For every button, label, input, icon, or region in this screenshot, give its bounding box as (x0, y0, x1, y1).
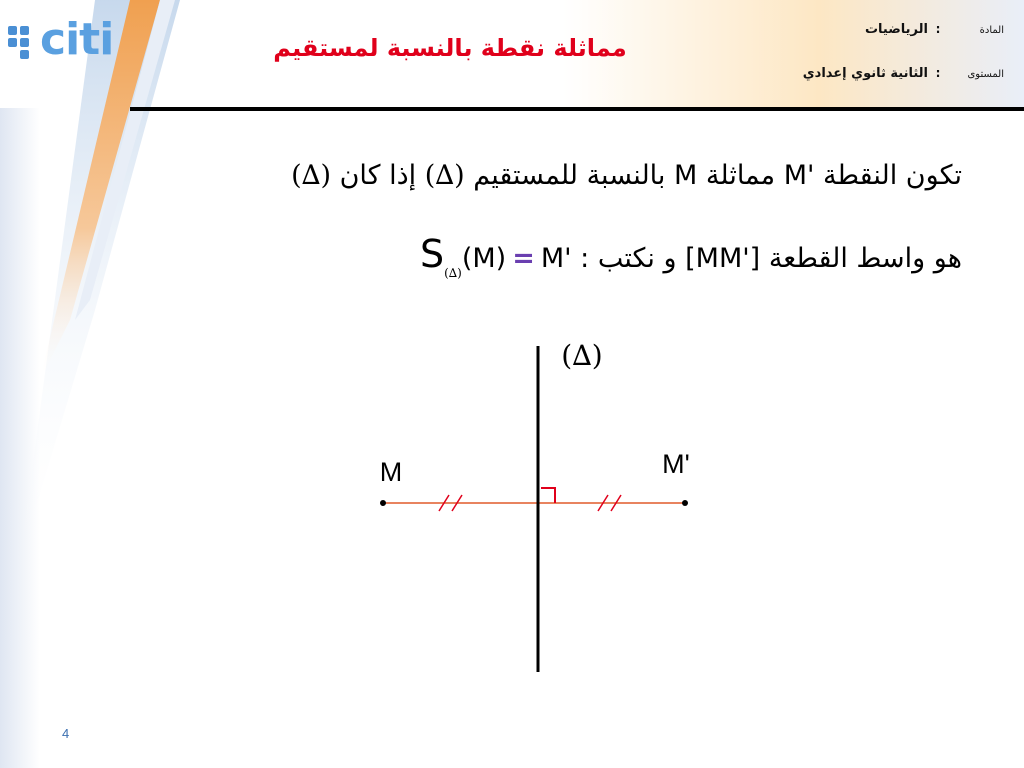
subject-colon: : (935, 22, 941, 36)
point-m-prime-dot (682, 500, 688, 506)
line1-text-4: إذا كان (339, 160, 417, 191)
subject-value: الرياضيات (864, 22, 928, 37)
level-value: الثانية ثانوي إعدادي (802, 66, 928, 81)
level-colon: : (935, 66, 941, 80)
line1-delta-2: (∆) (291, 160, 331, 191)
point-m-dot (380, 500, 386, 506)
line2-segment: [MM'] (685, 243, 761, 274)
line1-text-3: بالنسبة للمستقيم (473, 160, 666, 191)
formula-arg: (M) (461, 243, 507, 274)
line1-delta-1: (∆) (424, 160, 465, 191)
formula-subscript: (∆) (444, 266, 462, 280)
formula-equals: = (512, 243, 535, 274)
line1-m: M (674, 160, 698, 191)
line1-text-1: تكون النقطة (823, 160, 962, 191)
line-delta-label: (∆) (561, 339, 603, 372)
formula-s: S (419, 232, 445, 276)
page-number: 4 (62, 726, 70, 741)
line2-text-1: هو واسط القطعة (768, 243, 962, 274)
line1-m-prime: M' (783, 160, 815, 191)
slide-title: مماثلة نقطة بالنسبة لمستقيم (273, 34, 627, 62)
logo-text: citi (40, 14, 114, 65)
formula-result: M' (540, 243, 572, 274)
line2-text-2: و نكتب : (580, 243, 677, 274)
subject-key: المادة (979, 25, 1004, 36)
point-m-prime-label: M' (662, 449, 690, 479)
level-key: المستوى (967, 69, 1004, 80)
line1-text-2: مماثلة (705, 160, 776, 191)
point-m-label: M (379, 457, 403, 487)
right-angle-mark (541, 488, 555, 503)
